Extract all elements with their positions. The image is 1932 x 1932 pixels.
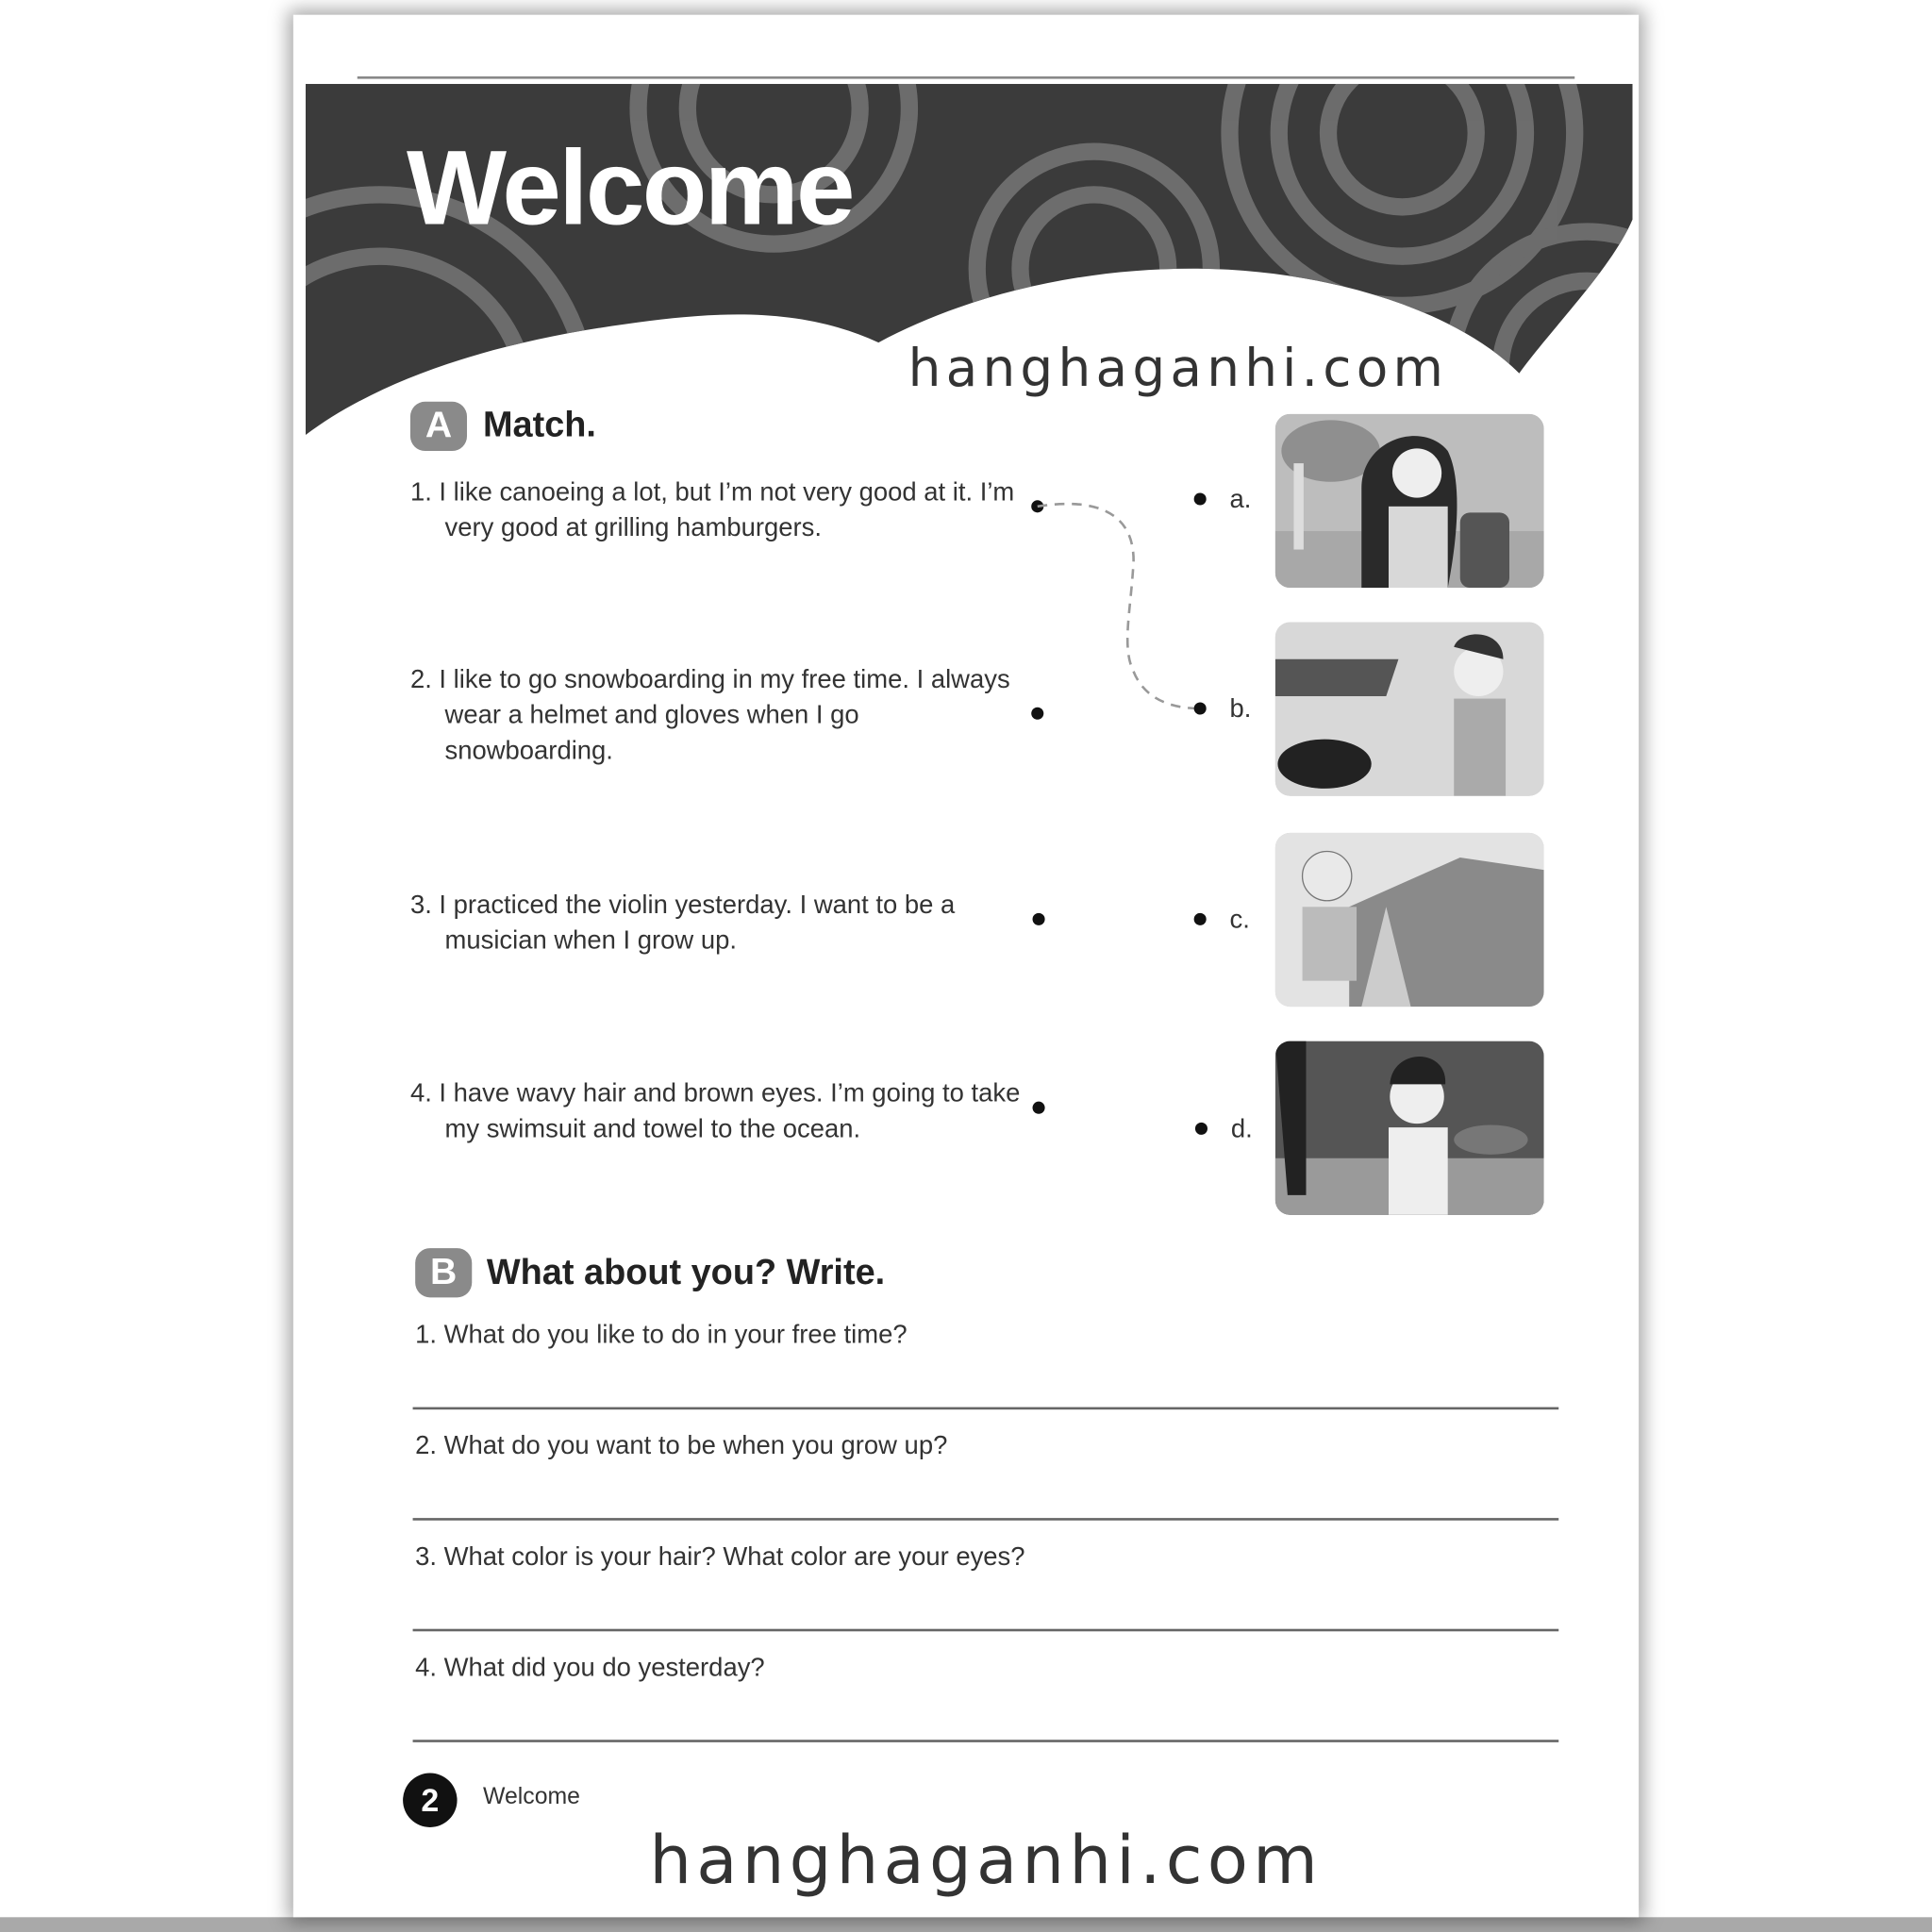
top-rule <box>358 76 1574 79</box>
answer-line-3[interactable] <box>413 1629 1559 1632</box>
picture-c-snowboarder <box>1275 833 1544 1007</box>
match-item-1: 1. I like canoeing a lot, but I’m not very good at it. I’m very good at grilling hamburgers. <box>409 477 1015 542</box>
footer-section-label: Welcome <box>482 1784 580 1810</box>
answer-line-2[interactable] <box>413 1518 1559 1521</box>
question-1: 1. What do you like to do in your free time? <box>415 1321 908 1350</box>
watermark: hanghaganhi.com <box>649 1821 1324 1899</box>
answer-line-4[interactable] <box>413 1740 1559 1742</box>
match-dot-right-c[interactable] <box>1194 913 1207 925</box>
answer-line-1[interactable] <box>413 1407 1559 1410</box>
option-letter-c: c. <box>1229 905 1250 935</box>
option-letter-d: d. <box>1230 1115 1253 1144</box>
match-dot-left-3[interactable] <box>1033 913 1045 925</box>
question-3: 3. What color is your hair? What color are your eyes? <box>415 1542 1025 1572</box>
match-item-3: 3. I practiced the violin yesterday. I want to be a musician when I grow up. <box>409 891 956 956</box>
question-2: 2. What do you want to be when you grow up? <box>415 1431 948 1460</box>
match-dot-right-d[interactable] <box>1195 1123 1208 1135</box>
option-letter-a: a. <box>1229 485 1252 514</box>
dashed-match-line <box>1023 487 1220 733</box>
match-item-4: 4. I have wavy hair and brown eyes. I’m going to take my swimsuit and towel to the ocean. <box>409 1079 1021 1144</box>
picture-b-boy-canoe <box>1275 623 1544 796</box>
match-item-2: 2. I like to go snowboarding in my free time. I always wear a helmet and gloves when I go snowboarding. <box>409 665 1010 766</box>
page-number: 2 <box>403 1774 457 1827</box>
section-b-title: What about you? Write. <box>486 1253 886 1293</box>
match-dot-right-a[interactable] <box>1194 492 1207 505</box>
background-band <box>0 1917 1932 1932</box>
section-b-badge: B <box>415 1248 472 1297</box>
section-a-title: Match. <box>482 405 596 445</box>
match-dot-right-b[interactable] <box>1194 702 1207 714</box>
watermark: hanghaganhi.com <box>908 337 1449 398</box>
question-4: 4. What did you do yesterday? <box>415 1653 765 1682</box>
picture-a-girl-grill <box>1275 414 1544 588</box>
picture-d-boy-violin <box>1275 1041 1544 1215</box>
match-dot-left-4[interactable] <box>1033 1102 1045 1114</box>
page-title: Welcome <box>407 129 853 248</box>
section-a-badge: A <box>410 402 467 451</box>
option-letter-b: b. <box>1229 694 1252 724</box>
